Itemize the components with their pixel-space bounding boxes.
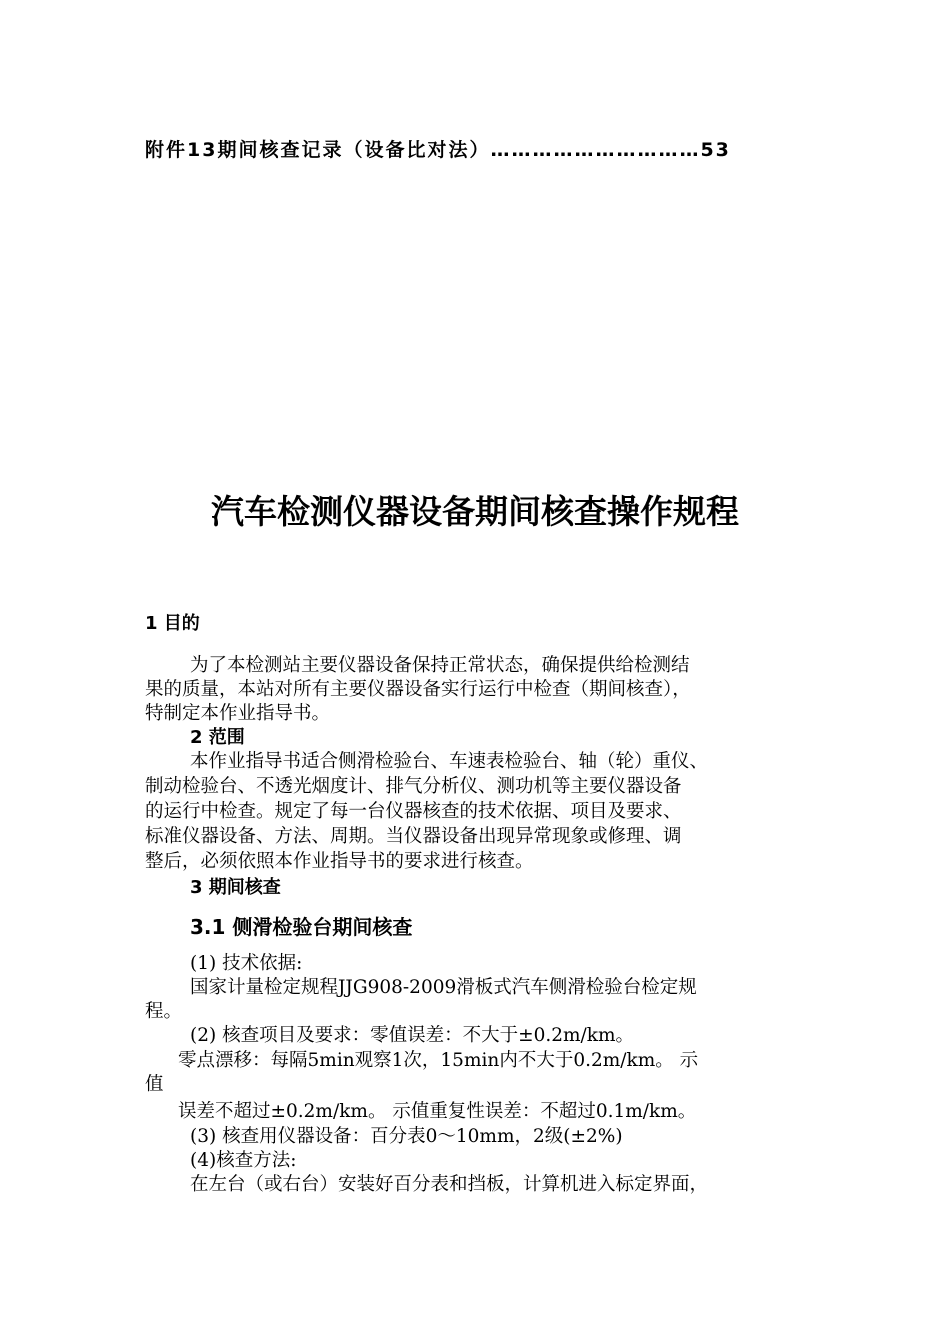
section-2-line: 标准仪器设备、方法、周期。当仪器设备出现异常现象或修理、调 bbox=[145, 826, 682, 847]
section-3-1-line: (2) 核查项目及要求：零值误差：不大于±0.2m/km。 bbox=[190, 1025, 635, 1046]
section-3-1-line: (1) 技术依据: bbox=[190, 953, 303, 974]
section-3-1-line: 值 bbox=[145, 1074, 164, 1095]
section-2-heading: 2 范围 bbox=[190, 727, 245, 748]
toc-entry: 附件13期间核查记录（设备比对法）…………………………53 bbox=[145, 139, 731, 161]
section-3-1-line: 误差不超过±0.2m/km。 示值重复性误差：不超过0.1m/km。 bbox=[178, 1101, 697, 1122]
section-3-1-line: 国家计量检定规程JJG908-2009滑板式汽车侧滑检验台检定规 bbox=[190, 977, 697, 998]
document-title: 汽车检测仪器设备期间核查操作规程 bbox=[211, 492, 739, 531]
section-3-1-line: 在左台（或右台）安装好百分表和挡板，计算机进入标定界面， bbox=[190, 1174, 709, 1195]
section-1-line: 果的质量，本站对所有主要仪器设备实行运行中检查（期间核查）， bbox=[145, 679, 691, 700]
section-3-1-line: 零点漂移：每隔5min观察1次，15min内不大于0.2m/km。 示 bbox=[178, 1050, 699, 1071]
section-2-line: 整后，必须依照本作业指导书的要求进行核查。 bbox=[145, 851, 534, 872]
section-2-line: 制动检验台、不透光烟度计、排气分析仪、测功机等主要仪器设备 bbox=[145, 776, 682, 797]
section-3-heading: 3 期间核查 bbox=[190, 877, 281, 898]
section-1-line: 特制定本作业指导书。 bbox=[145, 703, 331, 724]
section-3-1-line: 程。 bbox=[145, 1001, 183, 1022]
section-3-1-line: (4)核查方法: bbox=[190, 1150, 297, 1171]
section-2-line: 本作业指导书适合侧滑检验台、车速表检验台、轴（轮）重仪、 bbox=[190, 751, 709, 772]
section-1-line: 为了本检测站主要仪器设备保持正常状态，确保提供给检测结 bbox=[190, 655, 690, 676]
section-1-heading: 1 目的 bbox=[145, 613, 200, 634]
section-2-line: 的运行中检查。规定了每一台仪器核查的技术依据、项目及要求、 bbox=[145, 801, 682, 822]
section-3-1-line: (3) 核查用仪器设备：百分表0～10mm，2级(±2%) bbox=[190, 1126, 623, 1147]
section-3-1-heading: 3.1 侧滑检验台期间核查 bbox=[190, 915, 413, 939]
